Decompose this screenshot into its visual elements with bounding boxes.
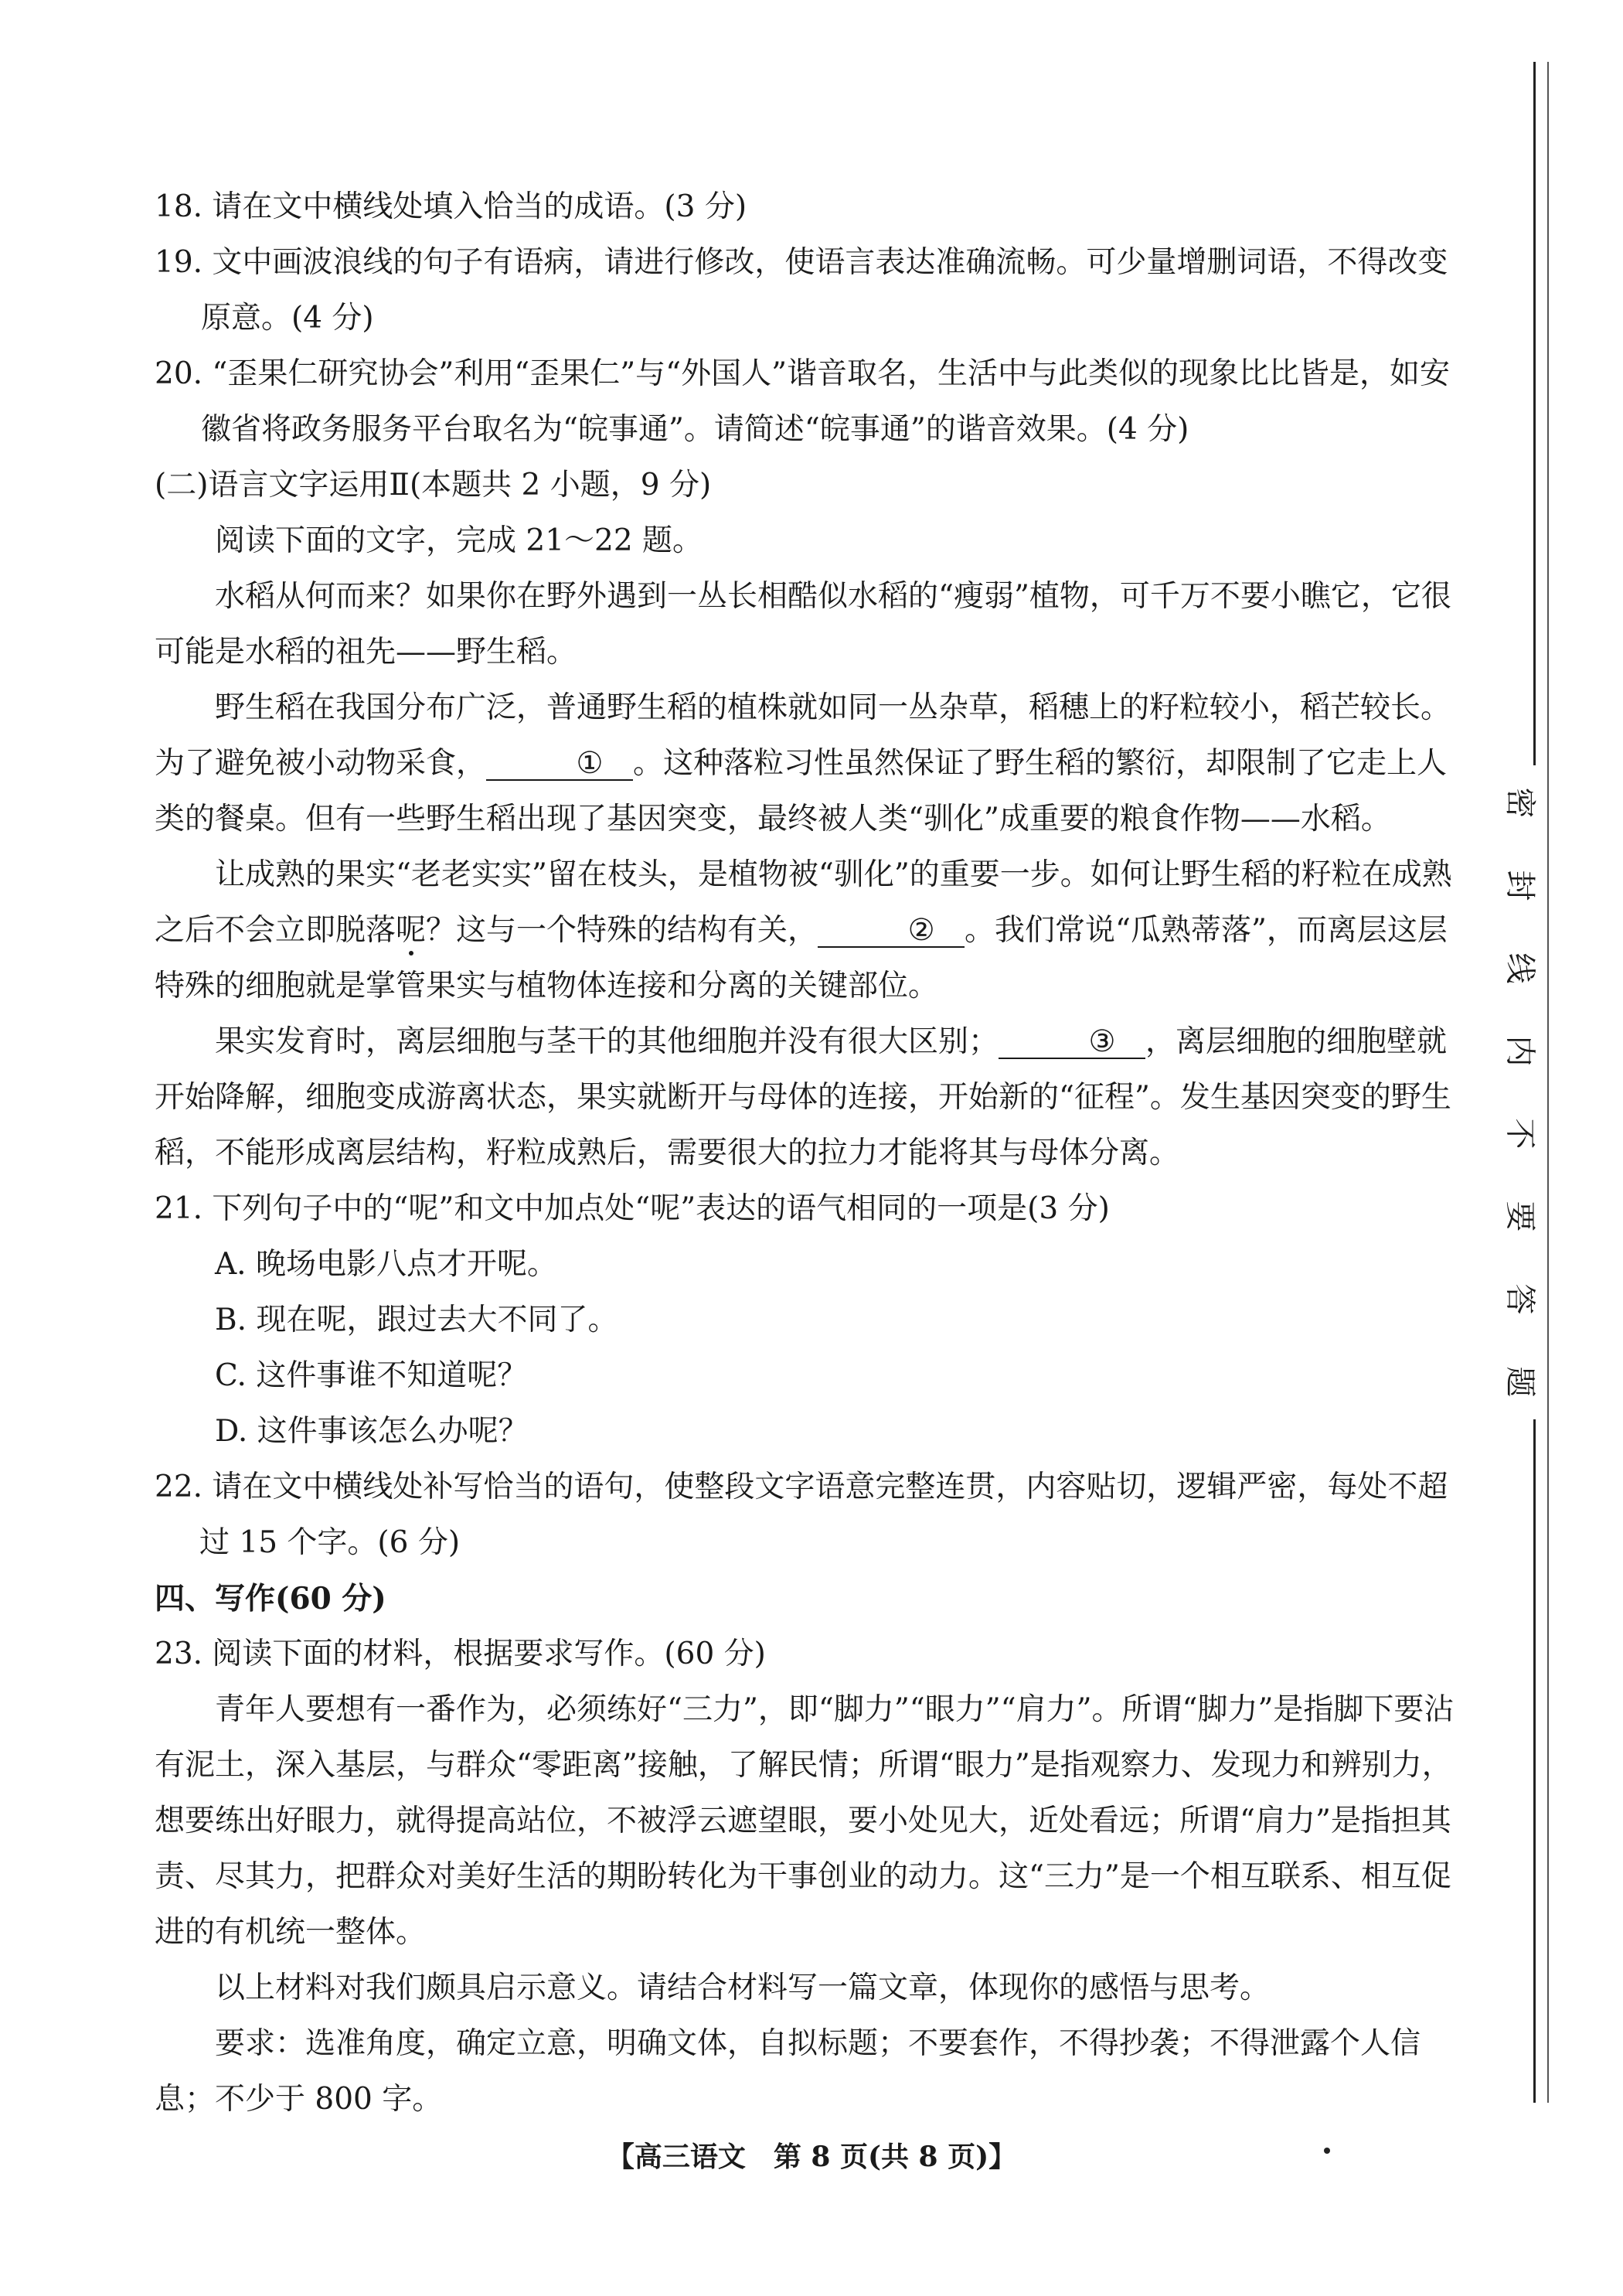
seal-char: 要 — [1502, 1201, 1538, 1232]
paragraph-2-text-b: 。这种落粒习性虽然保证了野生稻的繁衍，却限制了它走上人类的餐桌。但有一些野生稻出现了基因突变，最终被人类“驯化”成重要的粮食作物——水稻。 — [155, 746, 1448, 836]
paragraph-4-text-b: ，离层细胞的细胞壁就开始降解，细胞变成游离状态，果实就断开与母体的连接，开始新的“征程”。发生基因突变的野生稻，不能形成离层结构，籽粒成熟后，需要很大的拉力才能将其与母体分离。 — [155, 1024, 1451, 1170]
writing-material: 青年人要想有一番作为，必须练好“三力”，即“脚力”“眼力”“肩力”。所谓“脚力”是指脚下要沾有泥土，深入基层，与群众“零距离”接触，了解民情；所谓“眼力”是指观察力、发现力和辨别力，想要练出好眼力，就得提高站位，不被浮云遮望眼，要小处见大，近处看远；所谓“肩力”是指担其责、尽其力，把群众对美好生活的期盼转化为干事创业的动力。这“三力”是一个相互联系、相互促进的有机统一整体。 — [155, 1692, 1455, 1950]
print-dot — [1324, 2148, 1330, 2154]
reading-intro: 阅读下面的文字，完成 21～22 题。 — [215, 523, 703, 558]
passage-paragraph-4 — [155, 1014, 1468, 1181]
seal-char: 封 — [1502, 870, 1538, 901]
paragraph-3-text-b: ？这与一个特殊的结构有关， — [426, 913, 818, 948]
writing-requirements: 要求：选准角度，确定立意，明确文体，自拟标题；不要套作，不得抄袭；不得泄露个人信息；不少于 800 字。 — [155, 2026, 1421, 2117]
seal-char: 线 — [1502, 952, 1538, 984]
question-18: 18. 请在文中横线处填入恰当的成语。(3 分) — [155, 189, 747, 224]
seal-char: 不 — [1502, 1118, 1538, 1150]
blank-2: ② — [818, 915, 965, 948]
page-content — [155, 179, 1468, 2127]
seal-char: 题 — [1502, 1366, 1538, 1398]
paragraph-4-text-a: 果实发育时，离层细胞与茎干的其他细胞并没有很大区别； — [215, 1024, 999, 1059]
seal-char: 答 — [1502, 1283, 1538, 1315]
blank-1: ① — [486, 748, 633, 781]
option-c: C. 这件事谁不知道呢？ — [215, 1358, 528, 1393]
question-20: 20. “歪果仁研究协会”利用“歪果仁”与“外国人”谐音取名，生活中与此类似的现象比比皆是，如安徽省将政务服务平台取名为“皖事通”。请简述“皖事通”的谐音效果。(4 分) — [155, 356, 1451, 447]
paragraph-3-text-c: 。我们常说“瓜熟蒂落”，而离层这层特殊的细胞就是掌管果实与植物体连接和分离的关键部位。 — [155, 913, 1448, 1003]
seal-line-inner — [1547, 62, 1549, 2103]
question-22: 22. 请在文中横线处补写恰当的语句，使整段文字语意完整连贯，内容贴切，逻辑严密，每处不超过 15 个字。(6 分) — [155, 1470, 1448, 1560]
paragraph-2-text-a: 野生稻在我国分布广泛，普通野生稻的植株就如同一丛杂草，稻穗上的籽粒较小，稻芒较长。为了避免被小动物采食， — [155, 690, 1451, 781]
blank-3: ③ — [999, 1027, 1145, 1059]
question-23: 23. 阅读下面的材料，根据要求写作。(60 分) — [155, 1637, 766, 1671]
question-21: 21. 下列句子中的“呢”和文中加点处“呢”表达的语气相同的一项是(3 分) — [155, 1191, 1110, 1226]
option-d: D. 这件事该怎么办呢？ — [215, 1414, 529, 1449]
passage-paragraph-3 — [155, 847, 1468, 1014]
question-19: 19. 文中画波浪线的句子有语病，请进行修改，使语言表达准确流畅。可少量增删词语，不得改变原意。(4 分) — [155, 245, 1448, 336]
writing-prompt: 以上材料对我们颇具启示意义。请结合材料写一篇文章，体现你的感悟与思考。 — [215, 1971, 1271, 2005]
passage-paragraph-2 — [155, 680, 1468, 847]
page-footer: 【高三语文 第 8 页(共 8 页)】 — [606, 2141, 1017, 2173]
passage-paragraph-1: 水稻从何而来？如果你在野外遇到一丛长相酷似水稻的“瘦弱”植物，可千万不要小瞧它，它很可能是水稻的祖先——野生稻。 — [155, 579, 1451, 669]
seal-char: 内 — [1502, 1035, 1538, 1067]
seal-char: 密 — [1502, 787, 1538, 819]
writing-heading: 四、写作(60 分) — [155, 1581, 386, 1616]
seal-line-notice — [1499, 765, 1546, 1419]
dotted-ne: 呢 — [396, 913, 427, 948]
section-2-heading: (二)语言文字运用Ⅱ(本题共 2 小题，9 分) — [155, 468, 712, 502]
paragraph-3-text-a: 让成熟的果实“老老实实”留在枝头，是植物被“驯化”的重要一步。如何让野生稻的籽粒在成熟之后不会立即脱落 — [155, 857, 1452, 948]
option-a: A. 晚场电影八点才开呢。 — [215, 1247, 557, 1282]
option-b: B. 现在呢，跟过去大不同了。 — [215, 1303, 618, 1337]
